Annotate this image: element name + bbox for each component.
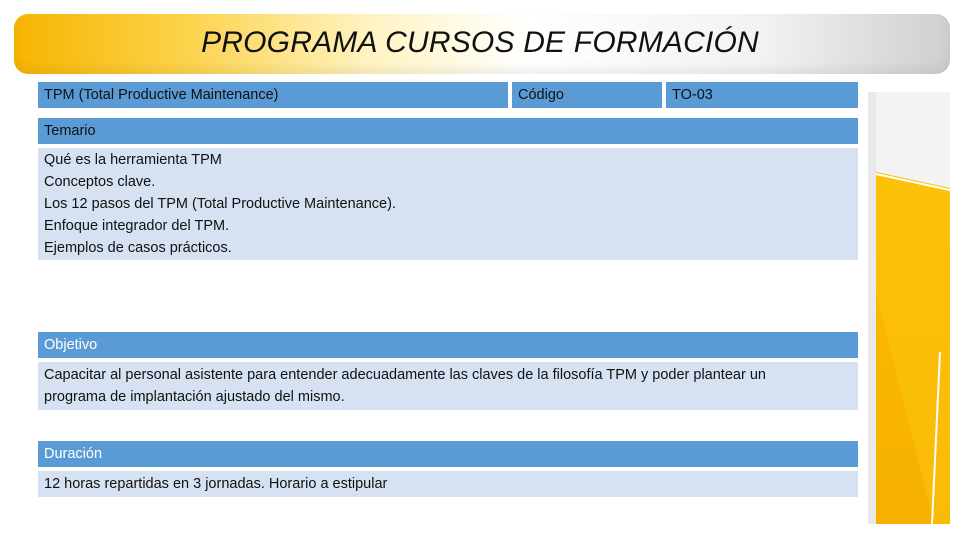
- page-title: PROGRAMA CURSOS DE FORMACIÓN: [201, 26, 759, 59]
- list-item: Los 12 pasos del TPM (Total Productive Maintenance).: [44, 196, 396, 212]
- list-item: Ejemplos de casos prácticos.: [44, 240, 232, 256]
- duracion-text: 12 horas repartidas en 3 jornadas. Horario a estipular: [44, 476, 388, 492]
- objetivo-text: Capacitar al personal asistente para entender adecuadamente las claves de la filosofía TPM y poder plantear un programa de implantación ajustado del mismo.: [44, 367, 766, 405]
- objetivo-header-label: Objetivo: [44, 337, 98, 353]
- duracion-body: [38, 471, 858, 497]
- list-item: Conceptos clave.: [44, 174, 156, 190]
- course-name-cell: [38, 82, 508, 108]
- duracion-header-label: Duración: [44, 446, 103, 462]
- duracion-header: [38, 441, 858, 467]
- code-value: TO-03: [672, 87, 713, 103]
- objetivo-header: [38, 332, 858, 358]
- list-item: Enfoque integrador del TPM.: [44, 218, 230, 234]
- objetivo-body: [38, 362, 858, 410]
- code-label-cell: [512, 82, 662, 108]
- temario-header: [38, 118, 858, 144]
- course-name: TPM (Total Productive Maintenance): [44, 87, 279, 103]
- list-item: Qué es la herramienta TPM: [44, 152, 222, 168]
- temario-header-label: Temario: [44, 123, 96, 139]
- side-decoration: [868, 92, 950, 524]
- code-value-cell: [666, 82, 858, 108]
- code-label: Código: [518, 87, 564, 103]
- temario-body: [38, 148, 858, 260]
